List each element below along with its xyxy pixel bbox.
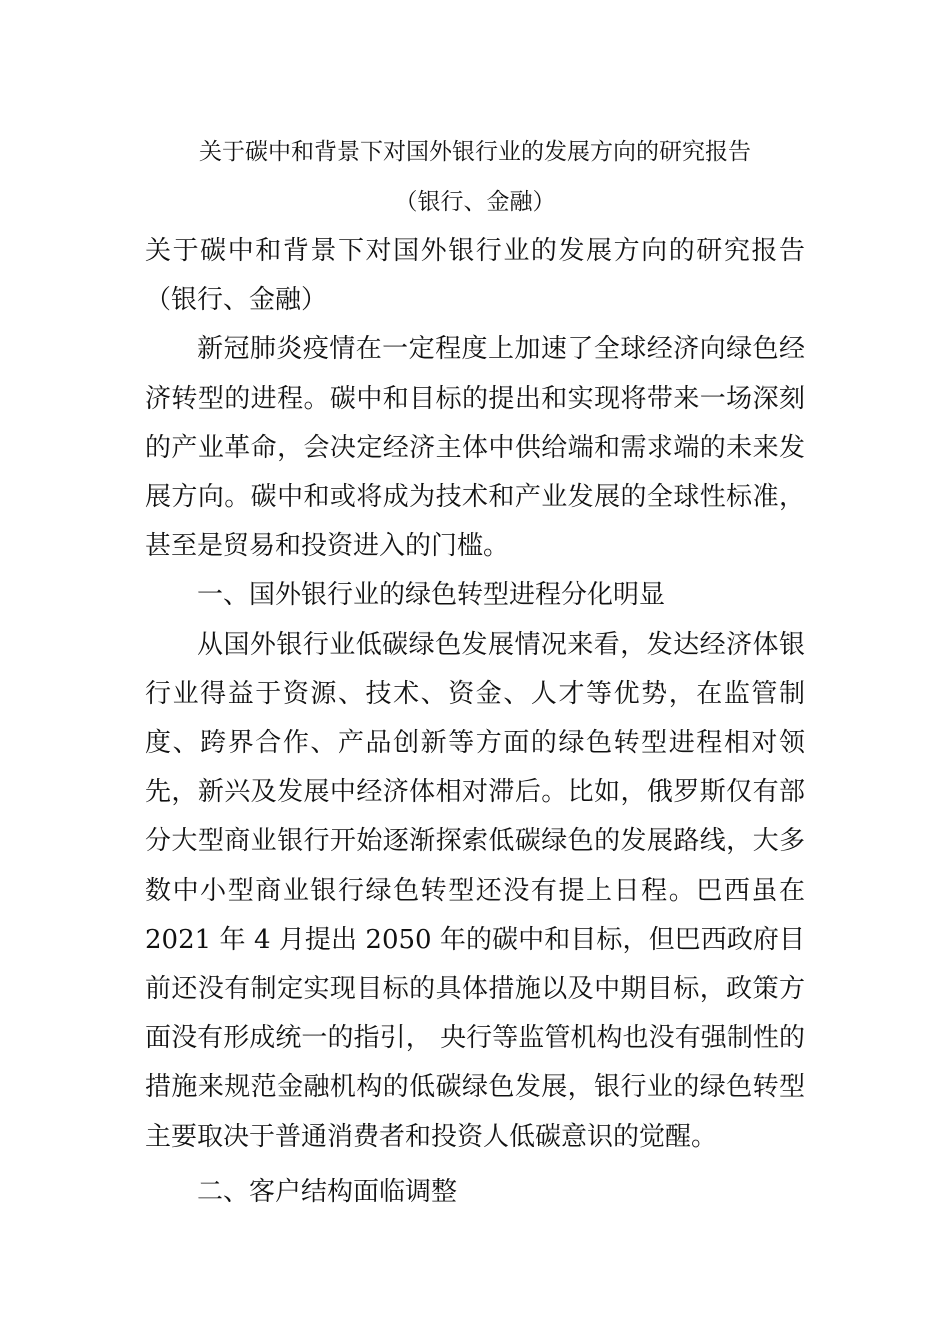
repeated-title: 关于碳中和背景下对国外银行业的发展方向的研究报告 xyxy=(145,236,805,266)
document-subtitle: （银行、金融） xyxy=(394,189,556,215)
document-title: 关于碳中和背景下对国外银行业的发展方向的研究报告 xyxy=(199,139,751,165)
document-body xyxy=(145,227,805,1217)
paragraph-section-1: 从国外银行业低碳绿色发展情况来看，发达经济体银行业得益于资源、技术、资金、人才等优势，在监管制度、跨界合作、产品创新等方面的绿色转型进程相对领先，新兴及发展中经济体相对滞后。比如，俄罗斯仅有部分大型商业银行开始逐渐探索低碳绿色的发展路线，大多数中小型商业银行绿色转型还没有提上日程。巴西虽在 2021 年 4 月提出 2050 年的碳中和目标，但巴西政府目前还没有制定实现目标的具体措施以及中期目标，政策方面没有形成统一的指引， 央行等监管机构也没有强制性的措施来规范金融机构的低碳绿色发展，银行业的绿色转型主要取决于普通消费者和投资人低碳意识的觉醒。 xyxy=(145,629,805,1152)
paragraph-intro: 新冠肺炎疫情在一定程度上加速了全球经济向绿色经济转型的进程。碳中和目标的提出和实现将带来一场深刻的产业革命，会决定经济主体中供给端和需求端的未来发展方向。碳中和或将成为技术和产业发展的全球性标准，甚至是贸易和投资进入的门槛。 xyxy=(145,334,805,562)
section-heading-1: 一、国外银行业的绿色转型进程分化明显 xyxy=(197,580,666,611)
repeated-subtitle: （银行、金融） xyxy=(145,285,328,316)
section-heading-2: 二、客户结构面临调整 xyxy=(197,1176,458,1207)
